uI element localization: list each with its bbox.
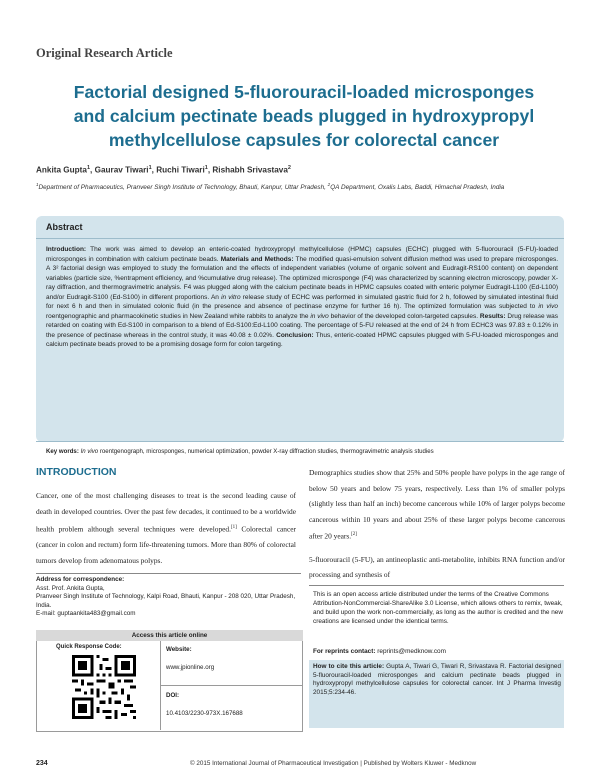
title-line: Factorial designed 5-fluorouracil-loaded microsponges [73,82,535,102]
cite-body: Gupta A, Tiwari G, Tiwari R, Srivastava R. Factorial designed 5-fluorouracil-loaded microsponges and calcium pectinate beads plugged in hydroxypropyl methylcellulose capsules for colorectal cancer. Int J Pharma Investig 2015;5:234-46. [313,663,561,696]
author-affil-sup: 2 [287,165,291,171]
keywords-text: roentgenograph, microsponges, numerical optimization, powder X-ray diffraction studies, thermogravimetric analysis studies [98,448,434,455]
doi-label: DOI: [166,692,180,699]
doi-link[interactable]: 10.4103/2230-973X.167688 [166,710,243,717]
cite-text [313,663,561,697]
cite-label: How to cite this article: [313,663,385,670]
abstract-text: roentgenographic and pharmacokinetic studies in New Zealand white rabbits to analyze the [46,312,311,320]
abstract-text: Thus, enteric-coated HPMC capsules plugged with 5-FU-loaded microsponges and calcium pectinate beads proved to be a promising dosage form for colon targeting. [46,331,558,348]
page-number: 234 [36,760,48,767]
author-affil-sup: 1 [204,165,208,171]
keywords-italic: In vivo [80,448,99,455]
paragraph [309,465,565,544]
author-affil-sup: 1 [148,165,152,171]
article-type-label: Original Research Article [36,46,173,60]
author-sep: , [151,165,157,175]
introduction-heading: INTRODUCTION [36,466,117,478]
affiliations [36,180,566,193]
author-sep: , [90,165,95,175]
abstract-italic: in vivo [538,303,558,310]
correspondence-divider [36,573,301,574]
abstract-italic: in vivo [310,312,329,320]
author-name: Ankita Gupta [36,165,87,175]
correspondence-line: Pranveer Singh Institute of Technology, Kalpi Road, Bhauti, Kanpur - 208 020, Uttar Pradesh, India. [36,593,296,609]
abstract-text: behavior of the developed colon-targeted capsules. [328,312,480,320]
keywords-label: Key words: [46,448,79,455]
affil-sup: 1 [36,182,39,187]
footer-text: © 2015 International Journal of Pharmaceutical Investigation | Published by Wolters Kluwer - Medknow [190,760,477,767]
article-title [54,80,554,152]
reprints-contact [313,648,446,655]
abstract-heading: Abstract [46,222,83,232]
correspondence-email[interactable]: E-mail: guptaankita483@gmail.com [36,610,136,617]
abstract-body [46,245,558,350]
website-label: Website: [166,646,192,653]
abstract-label: Materials and Methods: [220,255,294,263]
paragraph-text: Colorectal cancer (cancer in colon and rectum) form life-threatening tumors. More than 80% of colorectal tumors develop from adenomatous polyps. [36,524,296,565]
author-affil-sup: 1 [86,165,91,171]
author-sep: , [207,165,213,175]
paragraph: 5-fluorouracil (5-FU), an antineoplastic anti-metabolite, inhibits RNA function and/or processing and synthesis of [309,554,565,580]
correspondence-block [36,576,301,619]
keywords [46,448,434,455]
abstract-label: Introduction: [46,246,87,253]
license-text: This is an open access article distributed under the terms of the Creative Commons Attribution-NonCommercial-ShareAlike 3.0 License, which allows others to remix, tweak, and build upon the work non-commercially, as long as the author is credited and the new creations are licensed under the identical terms. [313,591,563,625]
abstract-label: Conclusion: [276,331,314,339]
citation-ref: [1] [230,524,237,530]
abstract-text: The work was aimed to develop an enteric-coated hydroxypropyl methylcellulose (HPMC) capsules (ECHC) plugged with 5-fluorouracil (5-FU)-loaded microsponges in combination with calcium pectinate beads. [46,246,558,263]
qr-code-icon[interactable] [72,655,136,719]
website-link[interactable]: www.jpionline.org [166,664,215,671]
reprints-label: For reprints contact: [313,648,376,655]
abstract-text: Drug release was retarded on coating with Ed-S100 in comparison to a blend of Ed-S100:Ed-L100 coating. The percentage of 5-FU released at the end of 24 h from ECHC3 was 97.83 ± 0.12% in the presence of pectinase whereas in the control study, it was 40.08 ± 0.02%. [46,312,559,339]
abstract-divider [36,238,564,239]
affil-sup: 2 [327,182,331,187]
title-line: methylcellulose capsules for colorectal cancer [108,130,500,150]
intro-left-column [36,488,296,568]
access-divider [160,685,302,686]
paragraph-text: Demographics studies show that 25% and 50% people have polyps in the age range of below 50 years and below 75 years, respectively. Less than 1% of smaller polyps (slightly less than half an inch) become cancerous while 10% of larger polyps become cancerous within 10 years and about 25% of these larger polyps become cancerous after 20 years. [309,468,565,541]
abstract-text: The modified quasi-emulsion solvent diffusion method was used to prepare microsponges. A 3² factorial design was employed to study the formulation and the effects of independent variables (volume of organic solvent and Eudragit-RS100 content) on dependent variables (particle size, %entrapment efficiency, and %cumulative drug release). The optimized microsponge (F4) was characterized by scanning electron microscopy, powder X-ray diffraction, and thermogravimetric analysis. F4 was plugged along with the calcium pectinate beads in HPMC capsules coated with enteric polymer Eudragit-L100 (Ed-L100) and/or Eudragit-S100 (Ed-S100) in different proportions. An [46,255,559,301]
affil-text: Department of Pharmaceutics, Pranveer Singh Institute of Technology, Bhauti, Kanpur, Uttar Pradesh, [38,184,328,192]
paragraph [36,488,296,568]
citation-ref: [2] [351,532,357,537]
abstract-text: release study of ECHC was performed in simulated gastric fluid for 2 h, followed by simulated intestinal fluid for next 6 h and then in simulated colonic fluid (in the presence and absence of pectinase enzyme for further 16 h). The optimized formulation was subjected to [46,293,558,310]
title-line: and calcium pectinate beads plugged in hydroxypropyl [73,106,535,126]
qr-label: Quick Response Code: [56,644,122,650]
author-name: Rishabh Srivastava [212,165,288,175]
author-list [36,165,291,175]
correspondence-heading: Address for correspondence: [36,576,125,583]
reprints-email[interactable]: reprints@medknow.com [375,648,446,655]
license-divider [309,585,564,586]
abstract-italic: in vitro [221,293,241,301]
abstract-label: Results: [479,312,506,320]
author-name: Ruchi Tiwari [156,165,205,175]
keywords-divider [36,441,564,442]
paragraph-text: Cancer, one of the most challenging diseases to treat is the second leading cause of death in developed countries. Over the past few decades, it continued to be a worldwide health problem although several techniques were developed. [36,491,296,534]
intro-right-column [309,465,565,591]
author-name: Gaurav Tiwari [94,165,149,175]
access-heading: Access this article online [36,630,303,641]
correspondence-line: Asst. Prof. Ankita Gupta, [36,584,105,592]
affil-text: QA Department, Oxalis Labs, Baddi, Himachal Pradesh, India [330,184,505,192]
